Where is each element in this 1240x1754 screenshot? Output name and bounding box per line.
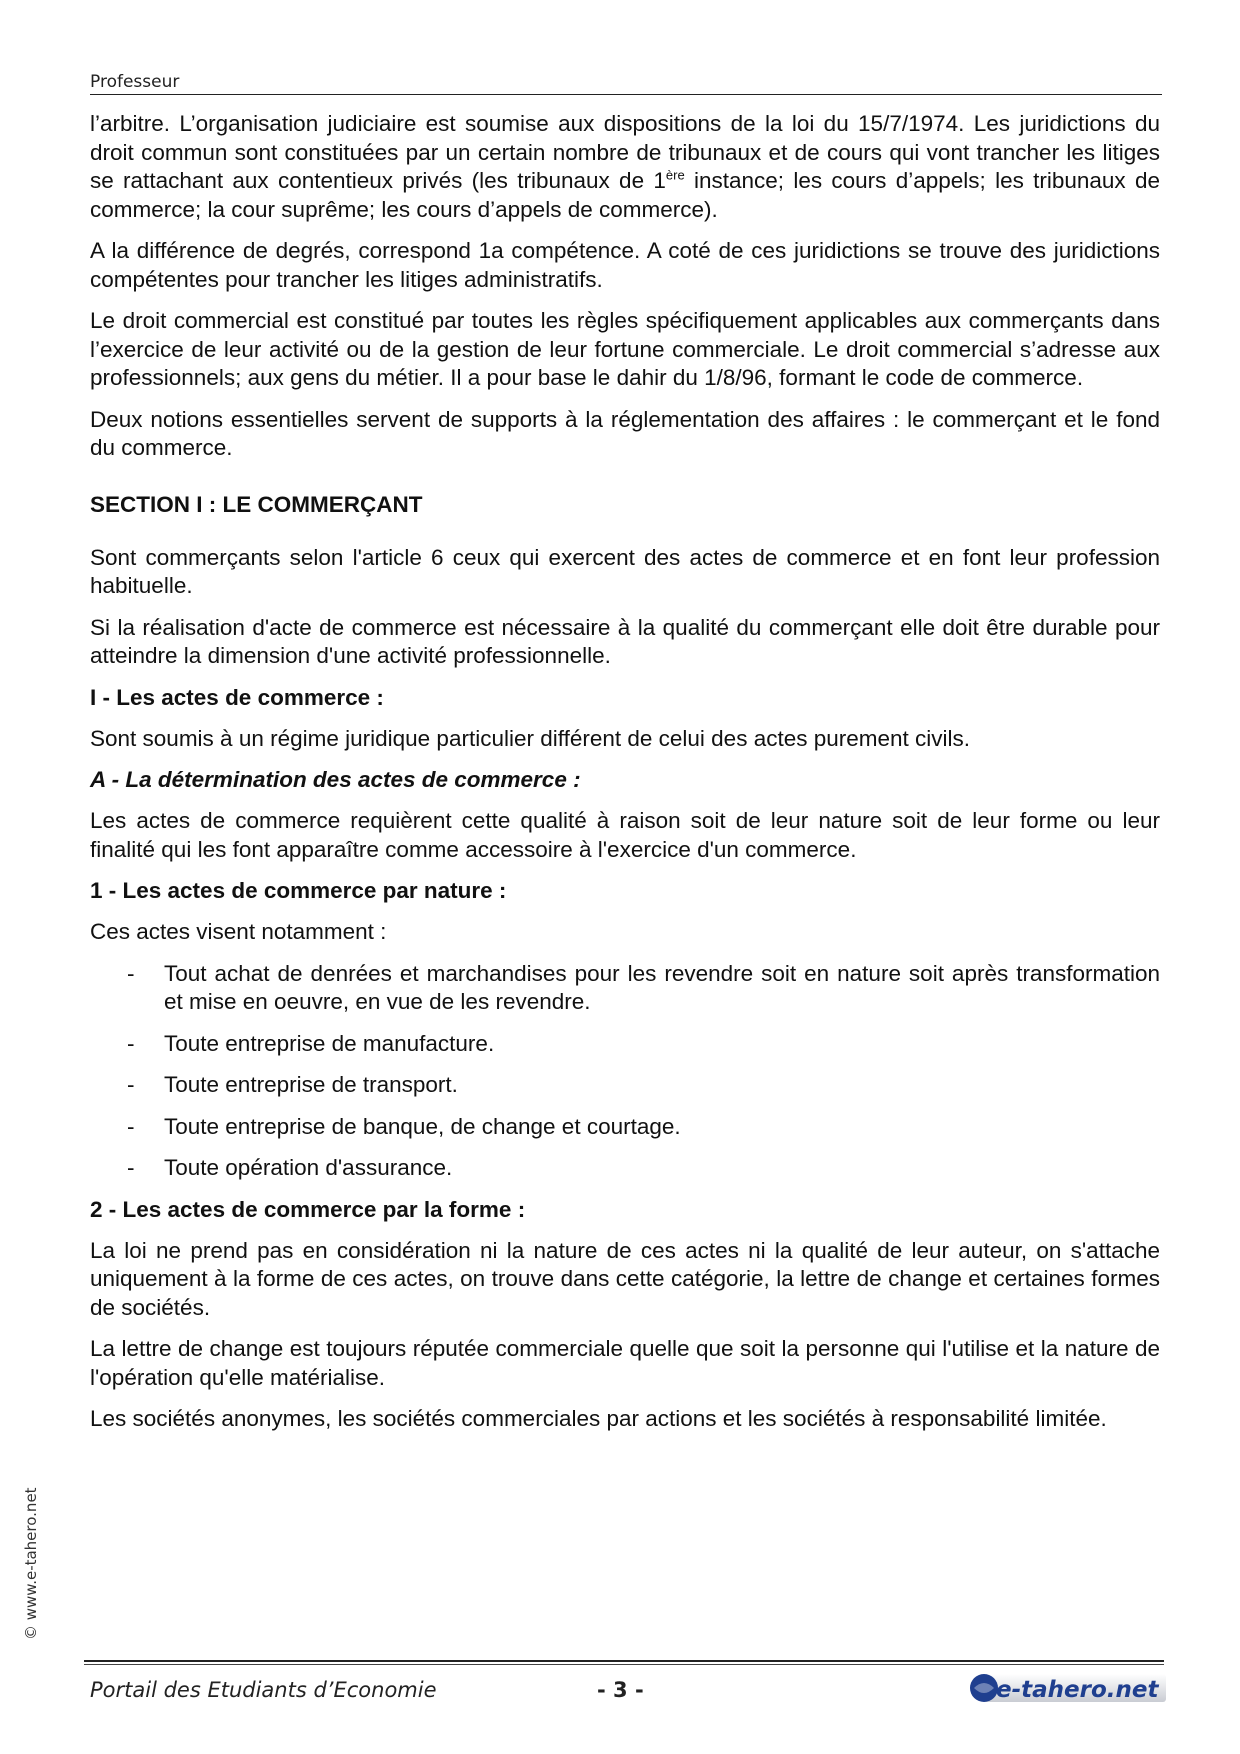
- paragraph-loi: La loi ne prend pas en considération ni la nature de ces actes ni la qualité de leur auteur, on s'attache uniquement à la forme de ces actes, on trouve dans cette catégorie, la lettre de change et certaines formes de sociétés.: [90, 1237, 1160, 1320]
- paragraph-realisation: Si la réalisation d'acte de commerce est nécessaire à la qualité du commerçant elle doit être durable pour atteindre la dimension d'une activité professionnelle.: [90, 614, 1160, 668]
- page-content: [90, 110, 1160, 1447]
- footer-portal-name: Portail des Etudiants d’Economie: [90, 1678, 437, 1702]
- paragraph-qualite: Les actes de commerce requièrent cette qualité à raison soit de leur nature soit de leur forme ou leur finalité qui les font apparaître comme accessoire à l'exercice d'un commerce.: [90, 808, 1160, 862]
- paragraph-lettre-de-change: La lettre de change est toujours réputée commerciale quelle que soit la personne qui l'utilise et la nature de l'opération qu'elle matérialise.: [90, 1336, 1160, 1390]
- copyright-sidebar: © www.e-tahero.net: [22, 1487, 40, 1640]
- e-tahero-logo: [968, 1670, 1166, 1706]
- list-item: - Tout achat de denrées et marchandises pour les revendre soit en nature soit après transformation et mise en oeuvre, en vue de les revendre.: [90, 960, 1160, 1017]
- heading-par-nature: 1 - Les actes de commerce par nature :: [90, 878, 507, 903]
- paragraph-societes: Les sociétés anonymes, les sociétés commerciales par actions et les sociétés à responsabilité limitée.: [90, 1406, 1107, 1431]
- paragraph-droit-commercial: Le droit commercial est constitué par toutes les règles spécifiquement applicables aux commerçants dans l’exercice de leur activité ou de la gestion de leur fortune commerciale. Le droit commercial s’adresse aux professionnels; aux gens du métier. Il a pour base le dahir du 1/8/96, formant le code de commerce.: [90, 308, 1160, 390]
- list-item: - Toute entreprise de transport.: [90, 1071, 1160, 1100]
- list-item: - Toute opération d'assurance.: [90, 1154, 1160, 1183]
- paragraph-arbitre-text-a: l’arbitre. L’organisation judiciaire est soumise aux dispositions de la loi du 15/7/1974. Les juridictions du droit commun sont constituées par un certain nombre de tribunaux et de cours qui vont trancher les litiges se rattachant aux contentieux privés (les tribunaux de 1: [90, 111, 1160, 193]
- paragraph-notions: Deux notions essentielles servent de supports à la réglementation des affaires : le commerçant et le fond du commerce.: [90, 406, 1160, 460]
- heading-par-la-forme: 2 - Les actes de commerce par la forme :: [90, 1196, 526, 1222]
- footer-divider: [84, 1660, 1164, 1662]
- paragraph-degres: A la différence de degrés, correspond 1a compétence. A coté de ces juridictions se trouve des juridictions compétentes pour trancher les litiges administratifs.: [90, 238, 1160, 292]
- heading-actes-de-commerce: I - Les actes de commerce :: [90, 684, 384, 710]
- list-item: - Toute entreprise de manufacture.: [90, 1030, 1160, 1059]
- paragraph-visent: Ces actes visent notamment :: [90, 919, 387, 944]
- superscript-ere: ère: [665, 167, 685, 183]
- paragraph-arbitre: [90, 110, 1160, 224]
- header-title: Professeur: [90, 72, 180, 92]
- logo-text: e-tahero.net: [996, 1677, 1159, 1703]
- page-header: [90, 72, 1162, 95]
- page-number: - 3 -: [597, 1678, 644, 1702]
- heading-determination: A - La détermination des actes de commerce :: [90, 767, 581, 792]
- paragraph-arbitre-text-b: instance; les cours d’appels; les tribunaux de commerce; la cour suprême; les cours d’appels de commerce).: [90, 168, 1160, 222]
- paragraph-article-6: Sont commerçants selon l'article 6 ceux qui exercent des actes de commerce et en font leur profession habituelle.: [90, 544, 1160, 598]
- list-item: - Toute entreprise de banque, de change et courtage.: [90, 1113, 1160, 1142]
- paragraph-regime: Sont soumis à un régime juridique particulier différent de celui des actes purement civils.: [90, 725, 971, 751]
- section-title: SECTION I : LE COMMERÇANT: [90, 491, 423, 517]
- acts-list: [90, 960, 1160, 1183]
- footer-divider-thin: [84, 1664, 1164, 1665]
